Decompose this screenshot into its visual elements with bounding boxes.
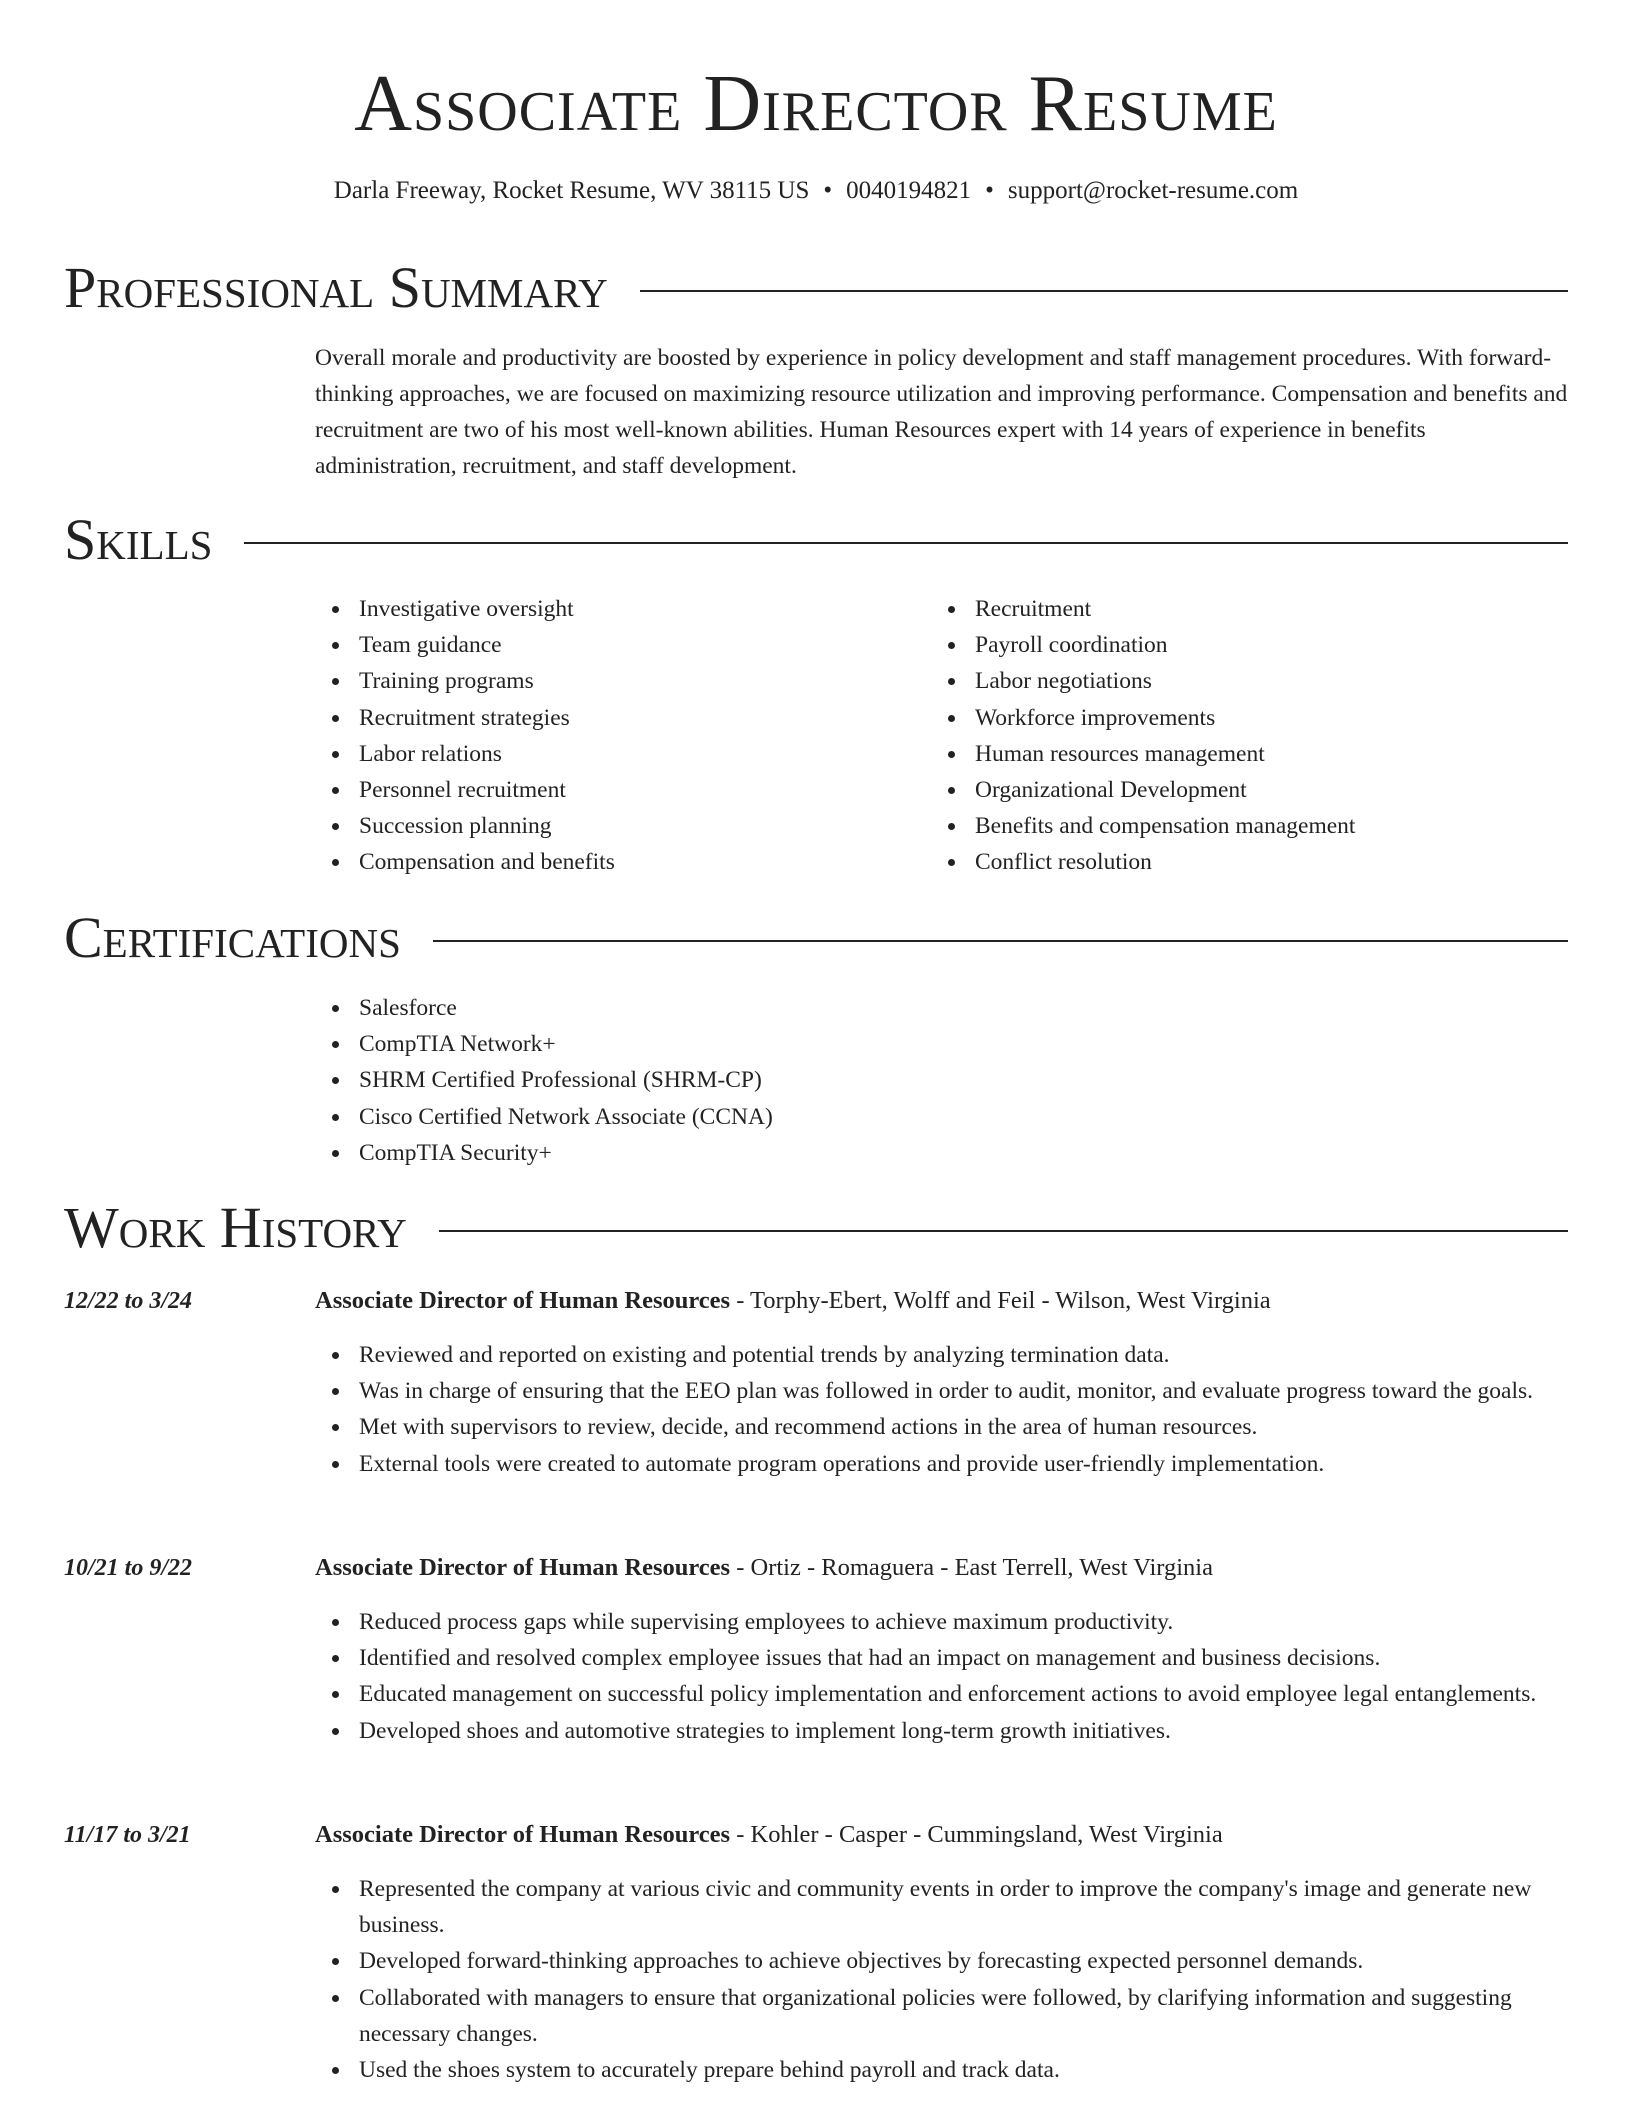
list-item: Used the shoes system to accurately prepare behind payroll and track data.	[315, 2052, 1573, 2088]
section-title-certifications: Certifications	[64, 905, 401, 970]
section-divider	[439, 1230, 1568, 1232]
section-divider	[640, 290, 1568, 292]
list-item: Represented the company at various civic and community events in order to improve the company's image and generate new business.	[315, 1871, 1573, 1943]
job-dash: -	[730, 1554, 751, 1581]
contact-address: Darla Freeway, Rocket Resume, WV 38115 US	[333, 177, 810, 204]
job-company: Ortiz - Romaguera - East Terrell, West Virginia	[750, 1554, 1213, 1581]
job-title-line	[315, 1284, 1575, 1318]
list-item: Met with supervisors to review, decide, and recommend actions in the area of human resources.	[315, 1409, 1573, 1445]
list-item: Organizational Development	[931, 772, 1571, 808]
job-title-line	[315, 1818, 1575, 1852]
list-item: Payroll coordination	[931, 627, 1571, 663]
skills-list-left	[315, 591, 915, 881]
list-item: Educated management on successful policy implementation and enforcement actions to avoid employee legal entanglements.	[315, 1676, 1573, 1712]
list-item: SHRM Certified Professional (SHRM-CP)	[315, 1062, 1315, 1098]
list-item: Compensation and benefits	[315, 844, 915, 880]
list-item: Developed forward-thinking approaches to achieve objectives by forecasting expected personnel demands.	[315, 1943, 1573, 1979]
section-title-skills: Skills	[64, 507, 213, 572]
list-item: Reduced process gaps while supervising employees to achieve maximum productivity.	[315, 1604, 1573, 1640]
job-dash: -	[730, 1287, 751, 1314]
job-title-line	[315, 1551, 1575, 1585]
job-bullets	[315, 1604, 1573, 1749]
section-header-skills	[64, 507, 1568, 573]
list-item: CompTIA Network+	[315, 1026, 1315, 1062]
list-item: Recruitment	[931, 591, 1571, 627]
job-role: Associate Director of Human Resources	[315, 1554, 731, 1581]
list-item: Training programs	[315, 663, 915, 699]
list-item: Recruitment strategies	[315, 700, 915, 736]
separator-dot: •	[823, 177, 833, 204]
list-item: Collaborated with managers to ensure that organizational policies were followed, by clarifying information and suggesting necessary changes.	[315, 1980, 1573, 2052]
list-item: Was in charge of ensuring that the EEO plan was followed in order to audit, monitor, and evaluate progress toward the goals.	[315, 1373, 1573, 1409]
section-title-summary: Professional Summary	[64, 255, 608, 320]
summary-text: Overall morale and productivity are boosted by experience in policy development and staff management procedures. With forward-thinking approaches, we are focused on maximizing resource utilization and improving performance. Compensation and benefits and recruitment are two of his most well-known abilities. Human Resources expert with 14 years of experience in benefits administration, recruitment, and staff development.	[315, 345, 1568, 479]
list-item: Conflict resolution	[931, 844, 1571, 880]
job-bullets	[315, 1337, 1573, 1482]
job-bullets	[315, 1871, 1573, 2088]
contact-line	[0, 174, 1632, 208]
list-item: Workforce improvements	[931, 700, 1571, 736]
contact-email: support@rocket-resume.com	[1007, 177, 1299, 204]
certifications-list	[315, 990, 1315, 1171]
job-company: Kohler - Casper - Cummingsland, West Virginia	[750, 1821, 1223, 1848]
section-header-summary	[64, 255, 1568, 321]
job-dash: -	[730, 1821, 751, 1848]
list-item: Reviewed and reported on existing and potential trends by analyzing termination data.	[315, 1337, 1573, 1373]
section-header-work-history	[64, 1195, 1568, 1261]
job-company: Torphy-Ebert, Wolff and Feil - Wilson, West Virginia	[750, 1287, 1271, 1314]
skills-list-right	[931, 591, 1571, 881]
page-title: Associate Director Resume	[354, 60, 1278, 148]
job-dates: 10/21 to 9/22	[64, 1555, 193, 1581]
job-dates: 12/22 to 3/24	[64, 1288, 193, 1314]
list-item: Cisco Certified Network Associate (CCNA)	[315, 1099, 1315, 1135]
list-item: Personnel recruitment	[315, 772, 915, 808]
list-item: Labor relations	[315, 736, 915, 772]
contact-phone: 0040194821	[846, 177, 972, 204]
list-item: Investigative oversight	[315, 591, 915, 627]
list-item: Labor negotiations	[931, 663, 1571, 699]
list-item: Human resources management	[931, 736, 1571, 772]
list-item: CompTIA Security+	[315, 1135, 1315, 1171]
list-item: Identified and resolved complex employee issues that had an impact on management and business decisions.	[315, 1640, 1573, 1676]
job-role: Associate Director of Human Resources	[315, 1287, 731, 1314]
list-item: Benefits and compensation management	[931, 808, 1571, 844]
section-divider	[244, 542, 1568, 544]
section-header-certifications	[64, 905, 1568, 971]
list-item: Salesforce	[315, 990, 1315, 1026]
separator-dot: •	[985, 177, 994, 204]
job-role: Associate Director of Human Resources	[315, 1821, 731, 1848]
list-item: Developed shoes and automotive strategies to implement long-term growth initiatives.	[315, 1713, 1573, 1749]
job-dates: 11/17 to 3/21	[64, 1822, 191, 1848]
list-item: External tools were created to automate program operations and provide user-friendly implementation.	[315, 1446, 1573, 1482]
section-divider	[433, 940, 1568, 942]
list-item: Team guidance	[315, 627, 915, 663]
section-title-work-history: Work History	[64, 1195, 407, 1260]
list-item: Succession planning	[315, 808, 915, 844]
